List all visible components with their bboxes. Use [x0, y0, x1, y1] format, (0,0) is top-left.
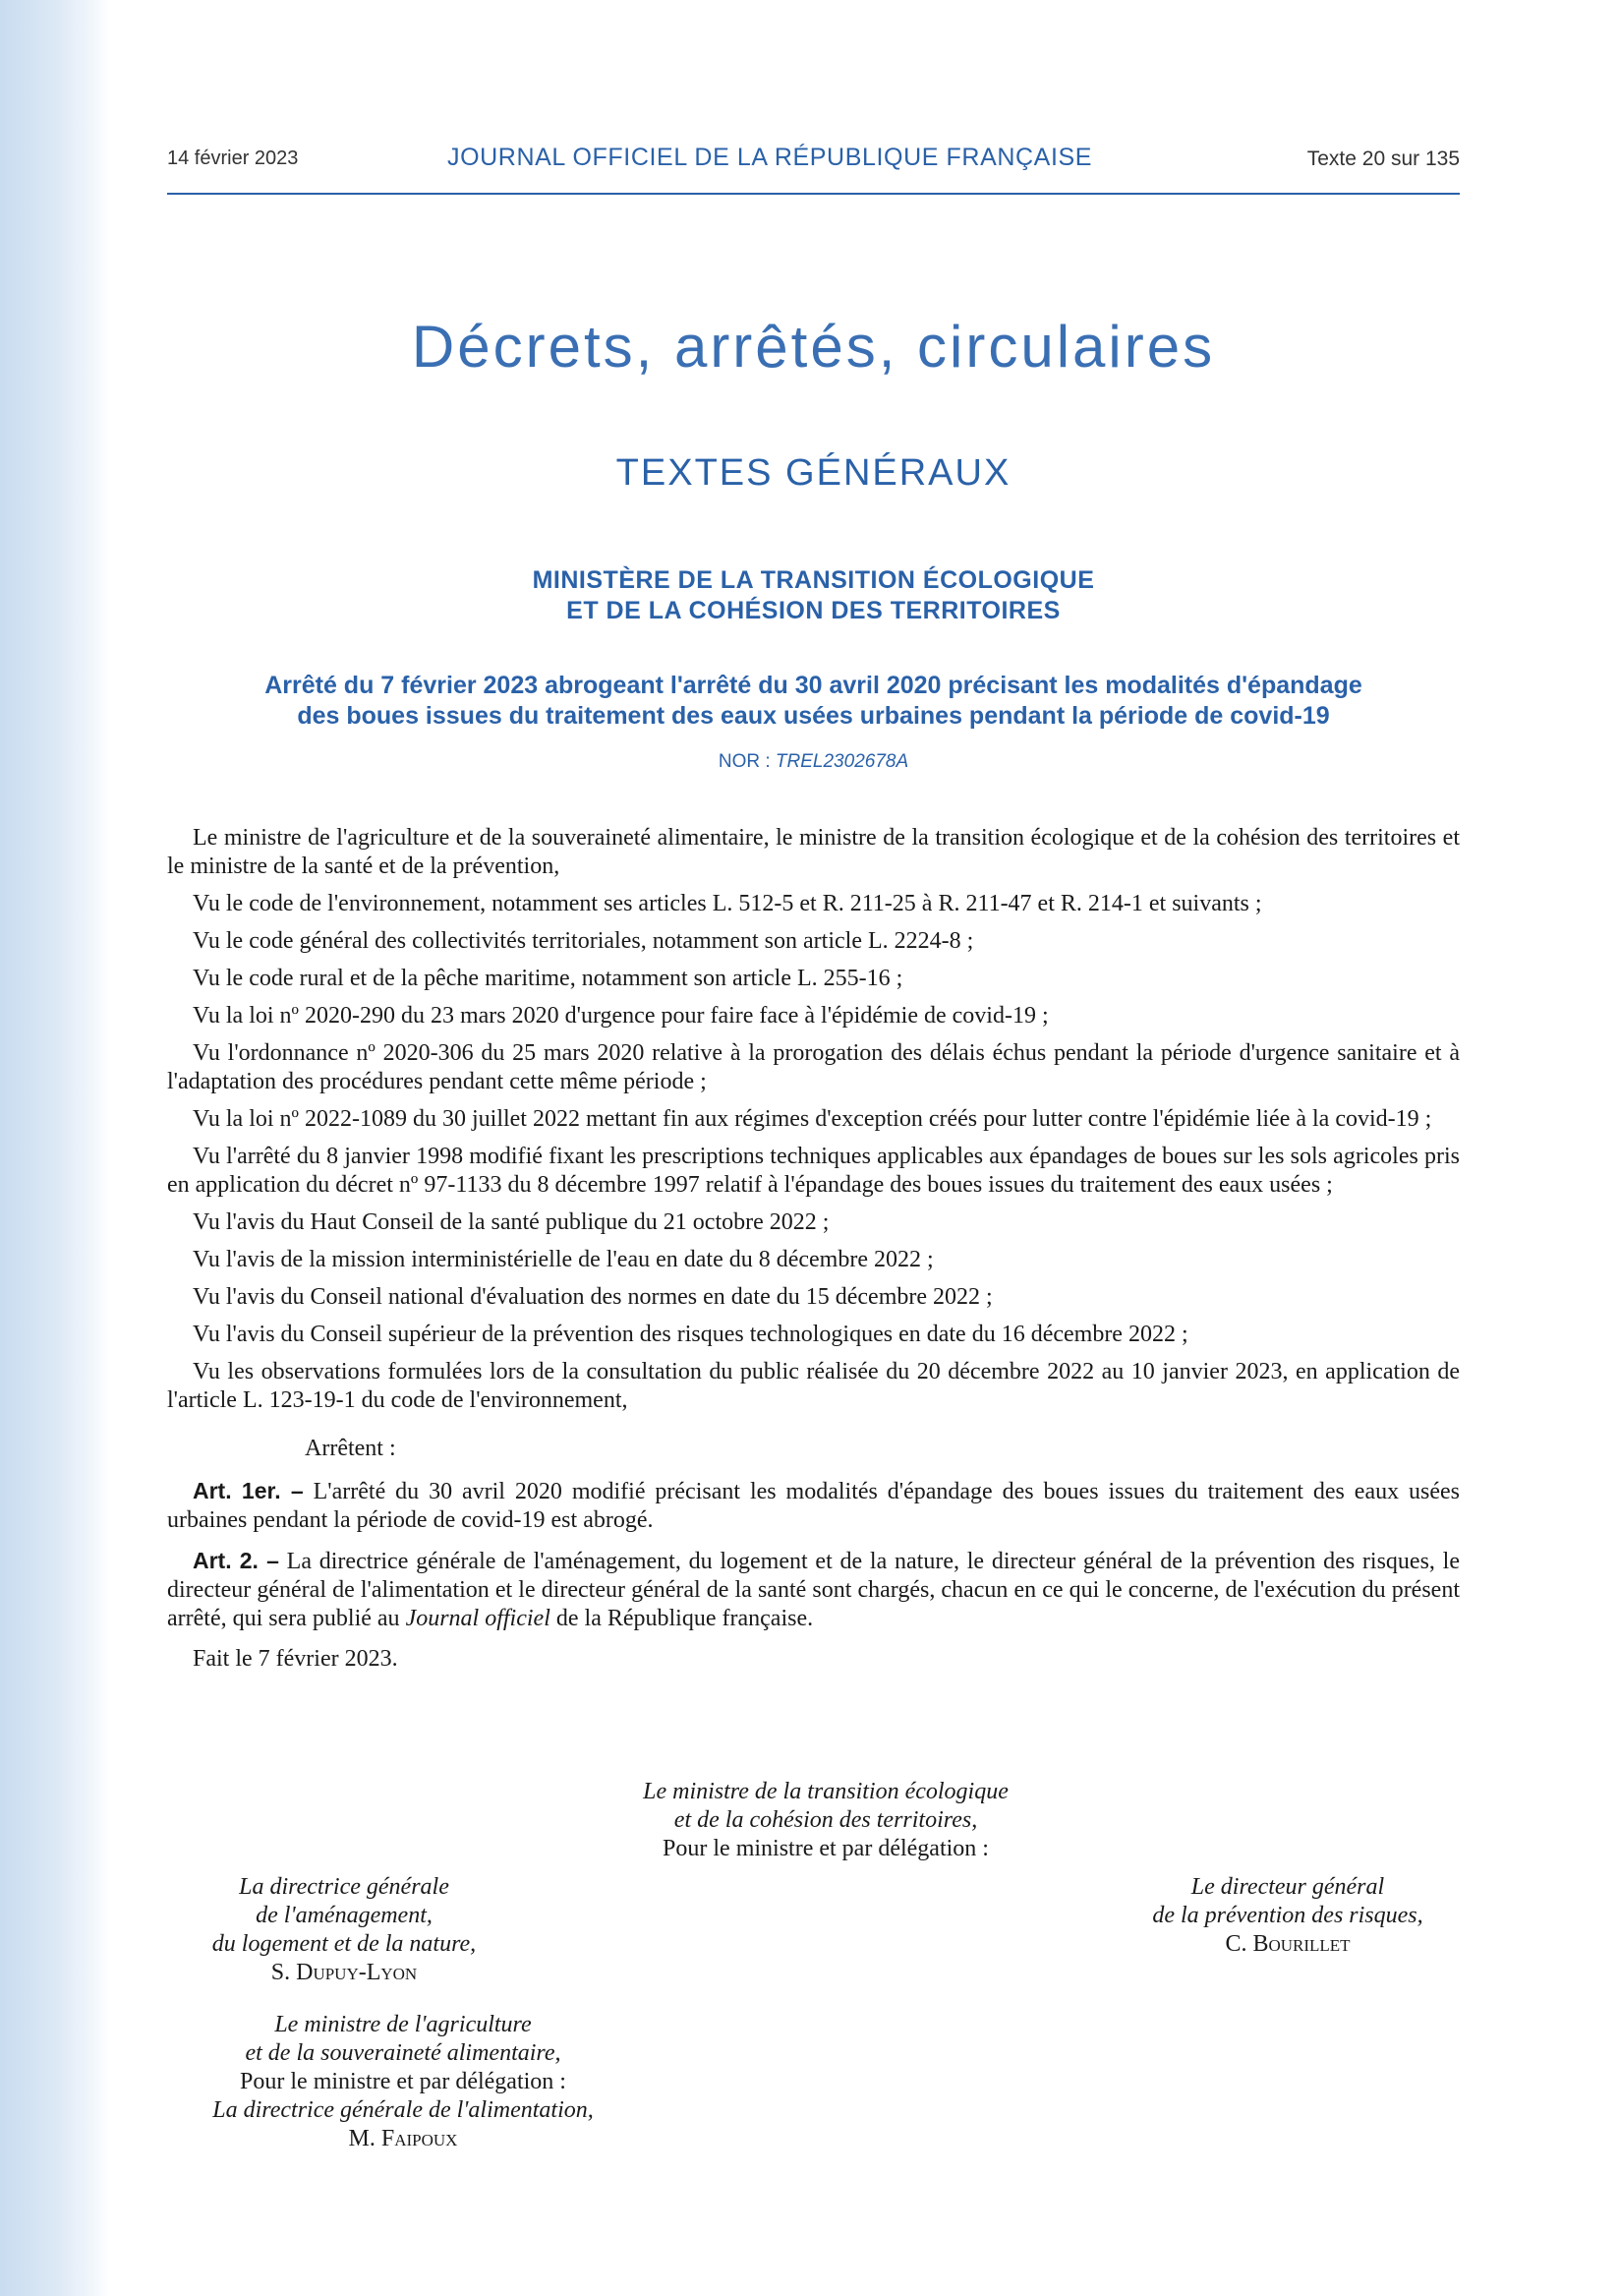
preamble-paragraph: Vu la loi nº 2022-1089 du 30 juillet 2022 mettant fin aux régimes d'exception créés pour lutter contre l'épidémie liée à la covid-19 ; [193, 1106, 1432, 1132]
signature-line: Pour le ministre et par délégation : [663, 1836, 989, 1861]
preamble-paragraph: Vu l'avis de la mission interministérielle de l'eau en date du 8 décembre 2022 ; [193, 1247, 934, 1272]
preamble-paragraph: Vu les observations formulées lors de la consultation du public réalisée du 20 décembre 2022 au 10 janvier 2023, en application de l'article L. 123-19-1 du code de l'environnement, [167, 1359, 1460, 1413]
section-title: Décrets, arrêtés, circulaires [411, 314, 1216, 380]
signature-date: Fait le 7 février 2023. [193, 1646, 398, 1672]
article-1-text: L'arrêté du 30 avril 2020 modifié précisant les modalités d'épandage des boues issues du traitement des eaux usées urbaines pendant la période de covid-19 est abrogé. [167, 1479, 1461, 1533]
preamble-paragraph: Vu l'avis du Conseil national d'évaluation des normes en date du 15 décembre 2022 ; [193, 1284, 993, 1310]
signature-line: et de la cohésion des territoires, [673, 1807, 978, 1833]
signatory-name: M. Faipoux [348, 2126, 458, 2151]
ministry-line-1: MINISTÈRE DE LA TRANSITION ÉCOLOGIQUE [532, 566, 1095, 594]
signature-block-dgaln [147, 1873, 541, 1987]
ministry-heading [167, 565, 1460, 626]
document-body [167, 824, 1460, 1682]
signature-line: La directrice générale [239, 1874, 449, 1900]
header-divider [167, 193, 1460, 195]
preamble-paragraph: Vu le code de l'environnement, notamment ses articles L. 512-5 et R. 211-25 à R. 211-47 et R. 214-1 et suivants ; [193, 891, 1262, 916]
signature-block-dgpr [1101, 1873, 1474, 1959]
arretent: Arrêtent : [305, 1436, 396, 1461]
signature-block-transition-minister [550, 1778, 1101, 1863]
signatory-name: S. Dupuy-Lyon [270, 1960, 418, 1985]
preamble-paragraph: Vu la loi nº 2020-290 du 23 mars 2020 d'urgence pour faire face à l'épidémie de covid-19 ; [193, 1003, 1049, 1029]
subsection-title: TEXTES GÉNÉRAUX [615, 452, 1012, 494]
article-2-journal-italic: Journal officiel [405, 1606, 550, 1631]
nor-label: NOR : [718, 751, 776, 772]
signature-line: du logement et de la nature, [211, 1931, 477, 1957]
signature-line: Le ministre de l'agriculture [274, 2012, 532, 2037]
left-margin-band [0, 0, 110, 2296]
preamble-paragraph: Vu l'avis du Conseil supérieur de la prévention des risques technologiques en date du 16 décembre 2022 ; [193, 1322, 1188, 1347]
preamble-paragraph: Vu l'arrêté du 8 janvier 1998 modifié fixant les prescriptions techniques applicables aux épandages de boues sur les sols agricoles pris en application du décret nº 97-1133 du 8 décembre 1997 relatif à l'épandage des boues issues du traitement des eaux usées ; [167, 1144, 1460, 1198]
arrete-title-line-1: Arrêté du 7 février 2023 abrogeant l'arrêté du 30 avril 2020 précisant les modalités d'épandage [264, 672, 1362, 699]
signature-line: Pour le ministre et par délégation : [240, 2069, 566, 2094]
nor-code: TREL2302678A [775, 751, 909, 772]
arrete-title [167, 671, 1460, 732]
article-2-label: Art. 2. – [193, 1548, 279, 1573]
signature-line: La directrice générale de l'alimentation, [212, 2097, 594, 2123]
preamble-paragraph: Le ministre de l'agriculture et de la souveraineté alimentaire, le ministre de la transition écologique et de la cohésion des territoires et le ministre de la santé et de la prévention, [167, 825, 1460, 879]
ministry-line-2: ET DE LA COHÉSION DES TERRITOIRES [566, 597, 1061, 624]
preamble-paragraph: Vu l'avis du Haut Conseil de la santé publique du 21 octobre 2022 ; [193, 1209, 830, 1235]
header-journal-title: JOURNAL OFFICIEL DE LA RÉPUBLIQUE FRANÇAISE [447, 144, 1093, 171]
preamble-paragraph: Vu l'ordonnance nº 2020-306 du 25 mars 2020 relative à la prorogation des délais échus pendant la période d'urgence sanitaire et à l'adaptation des procédures pendant cette même période ; [167, 1040, 1460, 1094]
nor-reference [167, 751, 1460, 773]
article-1-label: Art. 1er. – [193, 1478, 304, 1503]
header-date: 14 février 2023 [167, 147, 299, 169]
signature-line: et de la souveraineté alimentaire, [245, 2040, 561, 2066]
header-page-reference: Texte 20 sur 135 [1306, 147, 1460, 170]
preamble-paragraph: Vu le code général des collectivités territoriales, notamment son article L. 2224-8 ; [193, 928, 974, 954]
article-1 [167, 1477, 1460, 1535]
page-header [167, 144, 1460, 183]
signatory-name: C. Bourillet [1225, 1931, 1351, 1957]
article-2-text: La directrice générale de l'aménagement, du logement et de la nature, le directeur général de la prévention des risques, le directeur général de l'alimentation et le directeur général de la santé sont chargés, chacun en ce qui le concerne, de l'exécution du présent arrêté, qui sera publié au [167, 1549, 1460, 1631]
signature-block-agriculture-minister [147, 2011, 659, 2153]
preamble-paragraph: Vu le code rural et de la pêche maritime, notamment son article L. 255-16 ; [193, 966, 903, 991]
article-2 [167, 1547, 1460, 1633]
signature-line: de l'aménagement, [256, 1903, 433, 1928]
signature-line: Le directeur général [1190, 1874, 1385, 1900]
article-2-text-end: de la République française. [555, 1606, 814, 1631]
signature-line: de la prévention des risques, [1152, 1903, 1423, 1928]
arrete-title-line-2: des boues issues du traitement des eaux usées urbaines pendant la période de covid-19 [297, 702, 1330, 730]
signature-line: Le ministre de la transition écologique [643, 1779, 1009, 1804]
